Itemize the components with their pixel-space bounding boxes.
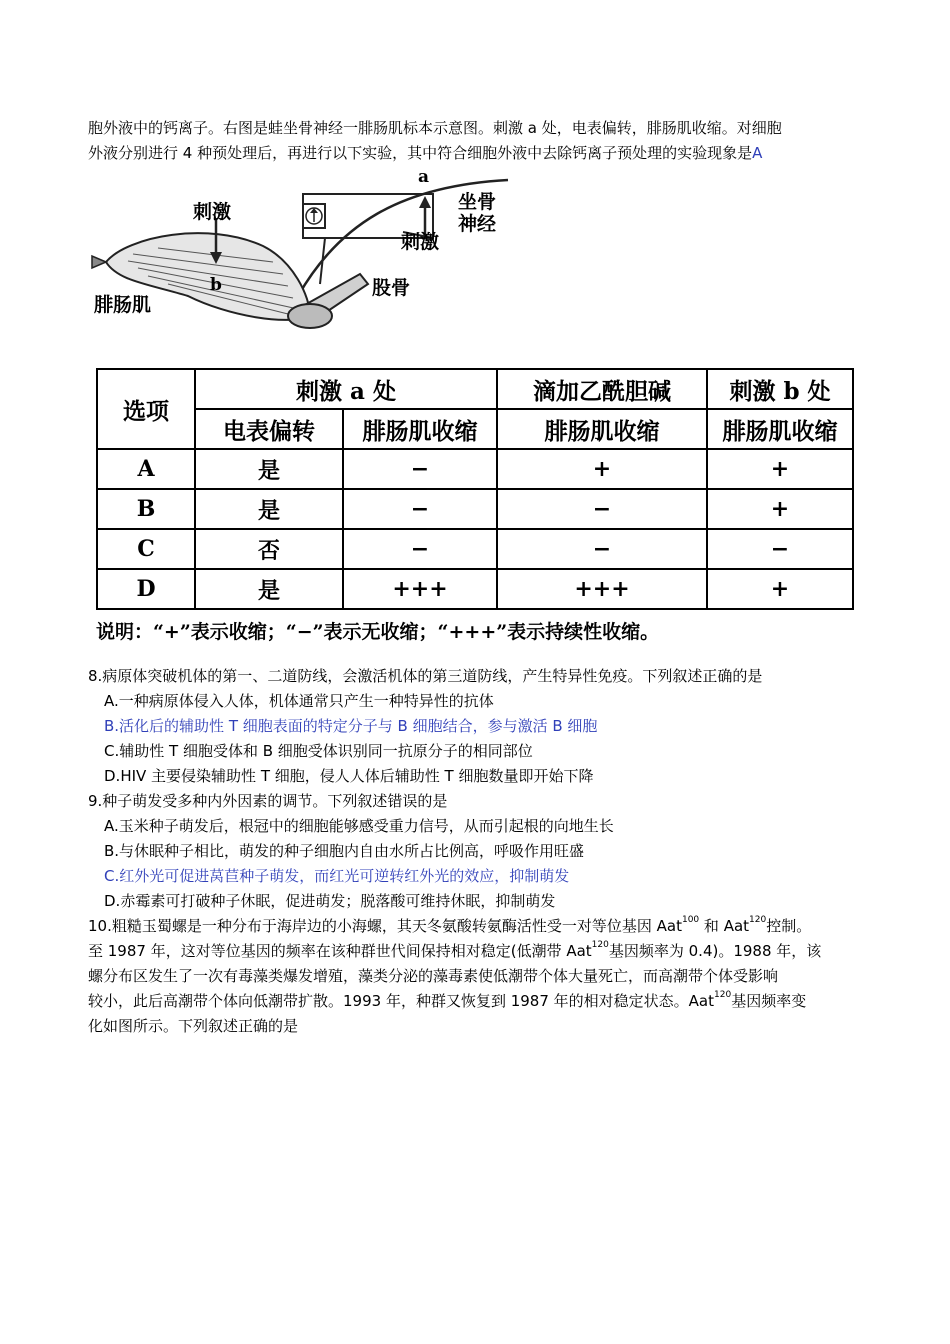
q9-option-a: A.玉米种子萌发后，根冠中的细胞能够感受重力信号，从而引起根的向地生长 bbox=[104, 817, 614, 835]
cell-meter: 是 bbox=[195, 489, 343, 529]
experiment-table bbox=[96, 368, 854, 610]
subheader-contract-a: 腓肠肌收缩 bbox=[343, 409, 497, 449]
q9-option-b: B.与休眠种子相比，萌发的种子细胞内自由水所占比例高，呼吸作用旺盛 bbox=[104, 842, 585, 860]
q9-option-c: C.红外光可促进莴苣种子萌发，而红光可逆转红外光的效应，抑制萌发 bbox=[104, 867, 570, 885]
cell-contract-b: − bbox=[707, 529, 853, 569]
subheader-meter: 电表偏转 bbox=[195, 409, 343, 449]
nerve-muscle-figure bbox=[88, 166, 528, 356]
intro-line-2-text: 外液分别进行 4 种预处理后，再进行以下实验，其中符合细胞外液中去除钙离子预处理的实验现象是 bbox=[88, 144, 753, 162]
cell-contract-ach: − bbox=[497, 489, 707, 529]
header-stim-a: 刺激 a 处 bbox=[195, 369, 497, 409]
q8-option-b: B.活化后的辅助性 T 细胞表面的特定分子与 B 细胞结合，参与激活 B 细胞 bbox=[104, 717, 598, 735]
q8-stem: 8.病原体突破机体的第一、二道防线，会激活机体的第三道防线，产生特异性免疫。下列叙述正确的是 bbox=[88, 667, 763, 685]
table-row bbox=[97, 529, 853, 569]
table-row bbox=[97, 489, 853, 529]
q10-line-5: 化如图所示。下列叙述正确的是 bbox=[88, 1017, 299, 1035]
cell-option: C bbox=[97, 529, 195, 569]
cell-contract-a: +++ bbox=[343, 569, 497, 609]
cell-meter: 否 bbox=[195, 529, 343, 569]
q8-option-a: A.一种病原体侵入人体，机体通常只产生一种特异性的抗体 bbox=[104, 692, 494, 710]
cell-meter: 是 bbox=[195, 449, 343, 489]
intro-line-2 bbox=[88, 142, 762, 164]
intro-line-1: 胞外液中的钙离子。右图是蛙坐骨神经一腓肠肌标本示意图。刺激 a 处，电表偏转，腓肠肌收缩。对细胞 bbox=[88, 119, 782, 137]
cell-contract-b: + bbox=[707, 449, 853, 489]
q10-line-3: 螺分布区发生了一次有毒藻类爆发增殖，藻类分泌的藻毒素使低潮带个体大量死亡，而高潮带个体受影响 bbox=[88, 967, 779, 985]
cell-contract-a: − bbox=[343, 449, 497, 489]
q10-line-4: 较小，此后高潮带个体向低潮带扩散。1993 年，种群又恢复到 1987 年的相对稳定状态。Aat$^{120}$基因频率变 bbox=[88, 990, 807, 1010]
q10-line-2: 至 1987 年，这对等位基因的频率在该种群世代间保持相对稳定(低潮带 Aat$^{120}$基因频率为 0.4)。1988 年，该 bbox=[88, 940, 822, 960]
label-a: a bbox=[418, 167, 430, 187]
header-stim-b: 刺激 b 处 bbox=[707, 369, 853, 409]
cell-meter: 是 bbox=[195, 569, 343, 609]
cell-contract-ach: − bbox=[497, 529, 707, 569]
cell-contract-b: + bbox=[707, 569, 853, 609]
cell-contract-ach: +++ bbox=[497, 569, 707, 609]
label-muscle: 腓肠肌 bbox=[94, 294, 152, 316]
q10-line-1: 10.粗糙玉蜀螺是一种分布于海岸边的小海螺，其天冬氨酸转氨酶活性受一对等位基因 Aat$^{100}$ 和 Aat$^{120}$控制。 bbox=[88, 915, 812, 935]
cell-option: B bbox=[97, 489, 195, 529]
cell-contract-a: − bbox=[343, 529, 497, 569]
cell-contract-b: + bbox=[707, 489, 853, 529]
q8-option-c: C.辅助性 T 细胞受体和 B 细胞受体识别同一抗原分子的相同部位 bbox=[104, 742, 533, 760]
cell-option: D bbox=[97, 569, 195, 609]
table-row bbox=[97, 449, 853, 489]
cell-contract-a: − bbox=[343, 489, 497, 529]
label-stimulus-right: 刺激 bbox=[401, 231, 440, 253]
header-option: 选项 bbox=[97, 369, 195, 449]
subheader-contract-ach: 腓肠肌收缩 bbox=[497, 409, 707, 449]
q9-option-d: D.赤霉素可打破种子休眠，促进萌发；脱落酸可维持休眠，抑制萌发 bbox=[104, 892, 556, 910]
header-ach: 滴加乙酰胆碱 bbox=[497, 369, 707, 409]
intro-answer: A bbox=[752, 144, 763, 162]
label-b: b bbox=[210, 275, 222, 295]
label-stimulus-left: 刺激 bbox=[193, 201, 232, 223]
cell-option: A bbox=[97, 449, 195, 489]
cell-contract-ach: + bbox=[497, 449, 707, 489]
subheader-contract-b: 腓肠肌收缩 bbox=[707, 409, 853, 449]
table-note: 说明：“+”表示收缩；“−”表示无收缩；“+++”表示持续性收缩。 bbox=[96, 621, 660, 643]
q9-stem: 9.种子萌发受多种内外因素的调节。下列叙述错误的是 bbox=[88, 792, 448, 810]
label-femur: 股骨 bbox=[372, 277, 411, 299]
label-sciatic-1: 坐骨 bbox=[458, 191, 497, 213]
q8-option-d: D.HIV 主要侵染辅助性 T 细胞，侵人人体后辅助性 T 细胞数量即开始下降 bbox=[104, 767, 594, 785]
label-sciatic-2: 神经 bbox=[458, 213, 497, 235]
table-row bbox=[97, 569, 853, 609]
